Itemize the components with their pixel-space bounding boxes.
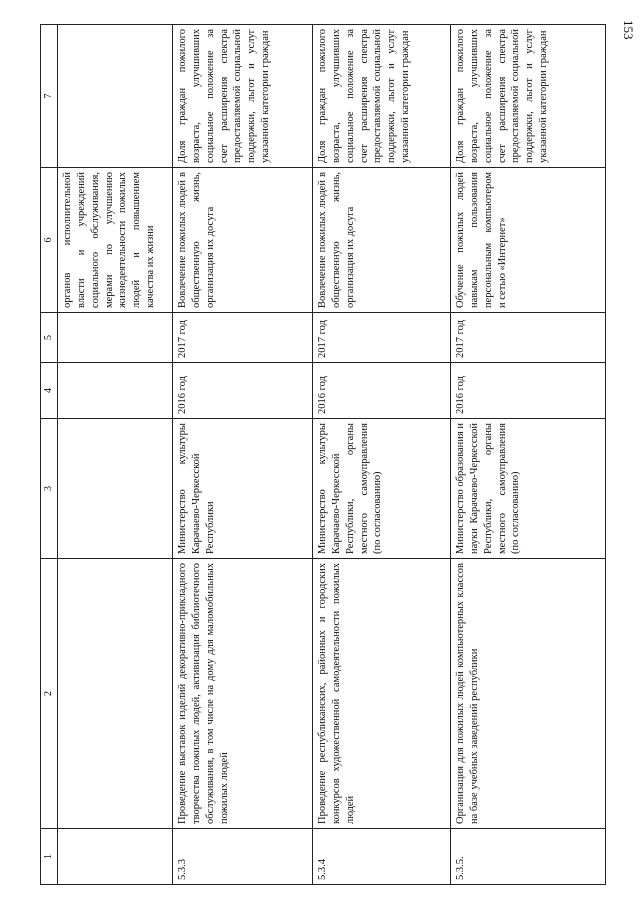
header-cell: 7: [41, 25, 58, 168]
event-cell: [58, 559, 173, 829]
event-cell: Организация для пожилых людей компьютерных классов на базе учебных заведений республики: [451, 559, 606, 829]
executor-cell: Министерство культуры Карачаево-Черкесской Республики: [173, 419, 313, 559]
indicator-cell: Доля граждан пожилого возраста, улучшивших социальное положение за счет расширения спектра предоставляемой социальной поддержки, льгот и услуг указанной категории граждан: [173, 25, 313, 168]
executor-cell: Министерство культуры Карачаево-Черкесской Республики, органы местного самоуправления (по согласованию): [313, 419, 451, 559]
header-cell: 2: [41, 559, 58, 829]
result-cell: Обучение пожилых людей навыкам пользования персональным компьютером и сетью «Интернет»: [451, 168, 606, 313]
row-number: 5.3.3: [173, 829, 313, 885]
end-year-cell: [58, 313, 173, 363]
indicator-cell: Доля граждан пожилого возраста, улучшивших социальное положение за счет расширения спектра предоставляемой социальной поддержки, льгот и услуг указанной категории граждан: [313, 25, 451, 168]
row-number: 5.3.5.: [451, 829, 606, 885]
table-row: [173, 25, 313, 885]
end-year-cell: 2017 год: [173, 313, 313, 363]
start-year-cell: 2016 год: [451, 363, 606, 419]
event-cell: Проведение выставок изделий декоративно-прикладного творчества пожилых людей, активизация библиотечного обслуживания, в том числе на дому для маломобильных пожилых людей: [173, 559, 313, 829]
table-row: [58, 25, 173, 885]
indicator-cell: Доля граждан пожилого возраста, улучшивших социальное положение за счет расширения спектра предоставляемой социальной поддержки, льгот и услуг указанной категории граждан: [451, 25, 606, 168]
row-number: 5.3.4: [313, 829, 451, 885]
start-year-cell: 2016 год: [173, 363, 313, 419]
end-year-cell: 2017 год: [313, 313, 451, 363]
executor-cell: Министерство образования и науки Карачаево-Черкесской Республики, органы местного самоуправления (по согласованию): [451, 419, 606, 559]
header-cell: 6: [41, 168, 58, 313]
table-row: [451, 25, 606, 885]
header-cell: 3: [41, 419, 58, 559]
header-cell: 5: [41, 313, 58, 363]
event-cell: Проведение республиканских, районных и городских конкурсов художественной самодеятельности пожилых людей: [313, 559, 451, 829]
row-number: [58, 829, 173, 885]
result-cell: Вовлечение пожилых людей в общественную жизнь, организация их досуга: [173, 168, 313, 313]
executor-cell: [58, 419, 173, 559]
start-year-cell: [58, 363, 173, 419]
header-cell: 4: [41, 363, 58, 419]
end-year-cell: 2017 год: [451, 313, 606, 363]
indicator-cell: [58, 25, 173, 168]
header-cell: 1: [41, 829, 58, 885]
table-row: [313, 25, 451, 885]
rotated-table-wrapper: [40, 25, 606, 885]
start-year-cell: 2016 год: [313, 363, 451, 419]
result-cell: органов исполнительной власти и учреждений социального обслуживания, мерами по улучшению жизнедеятельности пожилых людей и повышением качества их жизни: [58, 168, 173, 313]
result-cell: Вовлечение пожилых людей в общественную жизнь, организация их досуга: [313, 168, 451, 313]
page-number: 153: [621, 20, 636, 40]
header-row: [41, 25, 58, 885]
measures-table: [40, 24, 606, 885]
